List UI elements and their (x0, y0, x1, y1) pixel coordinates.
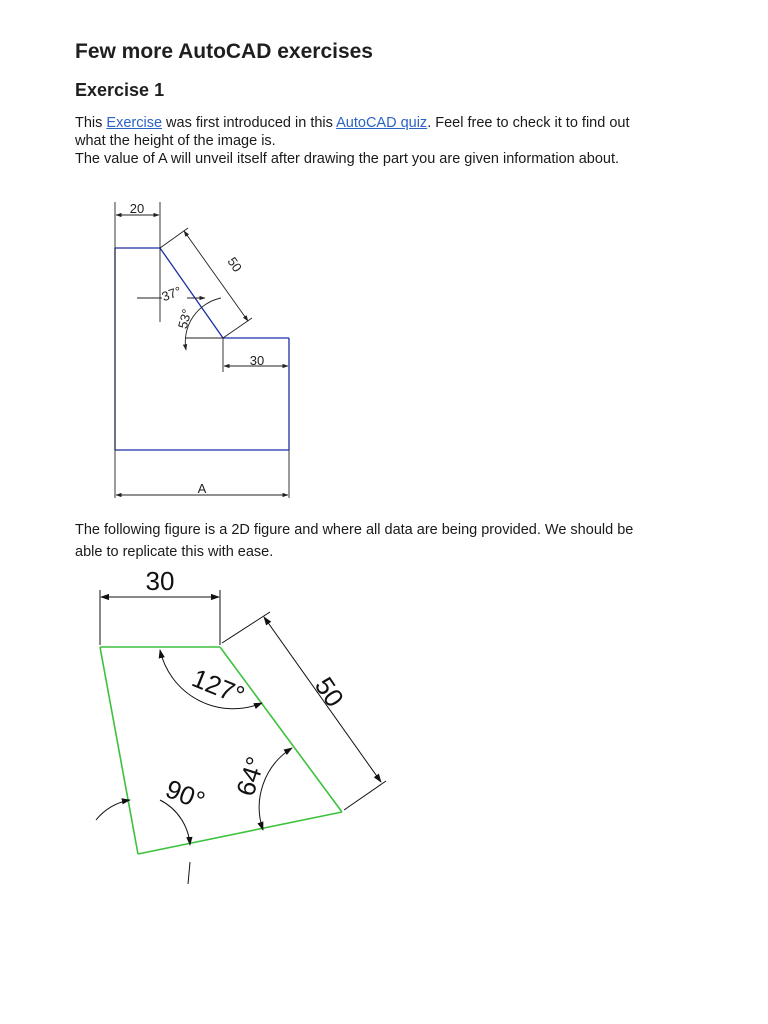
exercise-link[interactable]: Exercise (106, 115, 163, 131)
autocad-quiz-link[interactable]: AutoCAD quiz (336, 115, 428, 131)
dim-30-label: 30 (145, 566, 175, 596)
outline-left-edge (100, 647, 138, 854)
ext-line (344, 781, 386, 810)
figure-2-dimension-lines (96, 590, 386, 884)
following-line-1: The following figure is a 2D figure and where all data are being provided. We should be (75, 522, 634, 538)
angle-90-arc-top (96, 800, 130, 820)
angle-90-leader (188, 862, 190, 884)
outline-bottom-edge (138, 812, 342, 854)
exercise-heading: Exercise 1 (75, 80, 165, 100)
page-title: Few more AutoCAD exercises (75, 40, 373, 63)
angle-64-label: 64° (230, 752, 271, 800)
intro-line-2: what the height of the image is. (75, 133, 276, 149)
figure-2-dimension-texts (146, 566, 350, 816)
dim-20-label: 20 (129, 201, 145, 216)
angle-127-label: 127° (187, 662, 249, 711)
dim-50-label: 50 (308, 671, 350, 713)
ext-line (222, 612, 270, 643)
angle-37-label: 37° (159, 283, 184, 305)
intro-line-1-suffix: . Feel free to check it to find out (427, 115, 630, 131)
following-line-2: able to replicate this with ease. (75, 544, 274, 560)
dim-50-label: 50 (224, 254, 245, 275)
angle-90-label: 90° (161, 773, 210, 816)
intro-line-3: The value of A will unveil itself after drawing the part you are given information about. (75, 151, 620, 167)
intro-line-1-middle: was first introduced in this (162, 115, 337, 131)
angle-53-label: 53° (174, 307, 195, 331)
intro-line-1-prefix: This (75, 115, 107, 131)
dim-a-label: A (197, 481, 207, 496)
dim-30-label: 30 (249, 353, 265, 368)
